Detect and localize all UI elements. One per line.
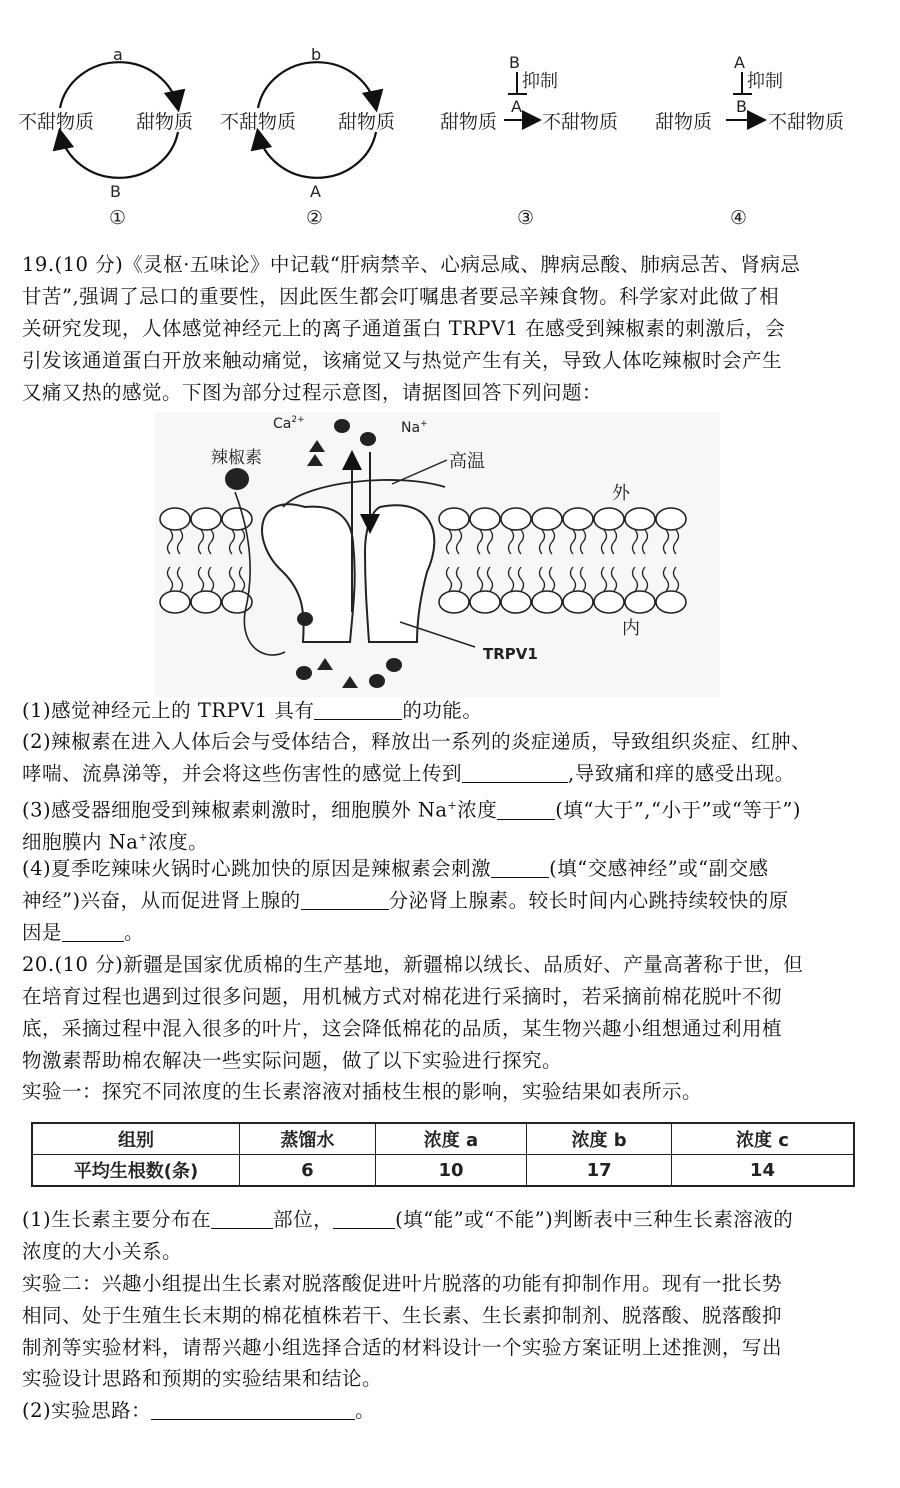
diagram-4-enzyme: B <box>736 97 747 116</box>
q20-part1-line2: 浓度的大小关系。 <box>22 1240 183 1263</box>
table-cell: 10 <box>375 1155 527 1187</box>
diagram-2-left-text: 不甜物质 <box>220 111 297 133</box>
phospholipid-head <box>563 591 593 613</box>
ca-label: $Ca^{2+}$ <box>273 415 305 432</box>
trpv1-label: TRPV1 <box>483 645 538 663</box>
phospholipid-head <box>439 591 469 613</box>
phospholipid-head <box>470 591 500 613</box>
q20-exp2-line-4: 实验设计思路和预期的实验结果和结论。 <box>22 1367 383 1390</box>
answer-blank[interactable] <box>151 1399 355 1420</box>
table-row <box>32 1155 854 1187</box>
phospholipid-head <box>439 508 469 530</box>
answer-blank[interactable] <box>497 799 555 820</box>
na-ion-circle <box>369 674 385 688</box>
q20-line-3: 底，采摘过程中混入很多的叶片，这会降低棉花的品质，某生物兴趣小组想通过利用植 <box>22 1017 783 1040</box>
diagram-4-to: 不甜物质 <box>768 111 845 133</box>
phospholipid-head <box>532 591 562 613</box>
na-ion-circle <box>334 419 350 433</box>
diagram-3-from: 甜物质 <box>440 111 498 133</box>
phospholipid-head <box>625 591 655 613</box>
q20-line-2: 在培育过程也遇到过很多问题，用机械方式对棉花进行采摘时，若采摘前棉花脱叶不彻 <box>22 985 783 1008</box>
table-cell: 14 <box>671 1155 854 1187</box>
phospholipid-head <box>501 591 531 613</box>
answer-blank[interactable] <box>462 762 568 783</box>
q20-line-4: 物激素帮助棉农解决一些实际问题，做了以下实验进行探究。 <box>22 1049 563 1072</box>
diagram-2-right-text: 甜物质 <box>338 111 396 133</box>
diagram-3-enzyme: A <box>511 97 522 116</box>
phospholipid-head <box>191 591 221 613</box>
q19-part4-line2: 神经”)兴奋，从而促进肾上腺的 分泌肾上腺素。较长时间内心跳持续较快的原 <box>22 889 789 912</box>
enzyme-diagrams <box>0 0 900 235</box>
capsaicin-label: 辣椒素 <box>211 448 262 468</box>
diagram-3-inhibitor: B <box>509 53 520 72</box>
diagram-3-number: ③ <box>517 207 535 229</box>
q19-line-3: 关研究发现，人体感觉神经元上的离子通道蛋白 TRPV1 在感受到辣椒素的刺激后，会 <box>22 317 786 340</box>
na-ion-circle <box>297 612 313 626</box>
diagram-4-number: ④ <box>730 207 748 229</box>
answer-blank[interactable] <box>211 1208 273 1229</box>
q19-part4-line1: (4)夏季吃辣味火锅时心跳加快的原因是辣椒素会刺激 (填“交感神经”或“副交感 <box>22 857 769 880</box>
phospholipid-head <box>191 508 221 530</box>
q19-line-1: 19.(10 分)《灵枢·五味论》中记载“肝病禁辛、心病忌咸、脾病忌酸、肺病忌苦、肾病忌 <box>22 253 801 276</box>
q20-part2: (2)实验思路： 。 <box>22 1399 376 1422</box>
q20-exp2-line-3: 制剂等实验材料，请帮兴趣小组选择合适的材料设计一个实验方案证明上述推测，写出 <box>22 1336 783 1359</box>
table-header-row <box>32 1123 854 1155</box>
diagram-1-top-label: a <box>113 45 123 64</box>
inside-label: 内 <box>622 618 640 639</box>
diagram-1-right-text: 甜物质 <box>136 111 194 133</box>
high-temp-label: 高温 <box>449 451 485 472</box>
phospholipid-head <box>222 508 252 530</box>
answer-blank[interactable] <box>62 921 124 942</box>
trpv1-membrane-figure <box>155 412 720 697</box>
q19-part4-line3: 因是 。 <box>22 921 145 944</box>
q19-line-2: 甘苦”,强调了忌口的重要性，因此医生都会叮嘱患者要忌辛辣食物。科学家对此做了相 <box>22 285 780 308</box>
q20-line-1: 20.(10 分)新疆是国家优质棉的生产基地，新疆棉以绒长、品质好、产量高著称于世，但 <box>22 953 804 976</box>
answer-blank[interactable] <box>491 857 549 878</box>
diagram-1-bottom-label: B <box>110 182 121 201</box>
capsaicin-molecule <box>225 468 249 490</box>
table-header-cell: 浓度 c <box>671 1123 854 1155</box>
answer-blank[interactable] <box>301 889 389 910</box>
q20-part1-line1: (1)生长素主要分布在 部位， (填“能”或“不能”)判断表中三种生长素溶液的 <box>22 1208 794 1231</box>
diagram-3 <box>440 53 618 229</box>
diagram-4 <box>655 53 844 229</box>
diagram-2-top-label: b <box>311 45 322 64</box>
q19-part3-line1: (3)感受器细胞受到辣椒素刺激时，细胞膜外 Na+浓度 (填“大于”,“小于”或“等于”) <box>22 798 801 822</box>
phospholipid-head <box>532 508 562 530</box>
phospholipid-head <box>656 508 686 530</box>
na-ion-circle <box>360 432 376 446</box>
table-header-cell: 蒸馏水 <box>240 1123 376 1155</box>
q19-line-5: 又痛又热的感觉。下图为部分过程示意图，请据图回答下列问题： <box>22 381 603 404</box>
table-cell: 6 <box>240 1155 376 1187</box>
phospholipid-head <box>563 508 593 530</box>
na-ion-circle <box>296 666 312 680</box>
na-ion-circle <box>386 658 402 672</box>
diagram-2 <box>220 45 395 229</box>
diagram-4-from: 甜物质 <box>655 111 713 133</box>
q19-part1: (1)感觉神经元上的 TRPV1 具有 的功能。 <box>22 699 483 722</box>
table-header-cell: 组别 <box>32 1123 240 1155</box>
table-cell: 17 <box>527 1155 672 1187</box>
diagram-1-number: ① <box>109 207 127 229</box>
na-label: Na+ <box>401 419 428 436</box>
diagram-2-bottom-label: A <box>310 182 321 201</box>
q19-part2-line1: (2)辣椒素在进入人体后会与受体结合，释放出一系列的炎症递质，导致组织炎症、红肿、 <box>22 730 812 753</box>
answer-blank[interactable] <box>314 699 402 720</box>
phospholipid-head <box>160 508 190 530</box>
table-header-cell: 浓度 b <box>527 1123 672 1155</box>
table-cell: 平均生根数(条) <box>32 1155 240 1187</box>
diagram-4-inhibit-text: 抑制 <box>747 71 783 92</box>
q20-line-5: 实验一：探究不同浓度的生长素溶液对插枝生根的影响，实验结果如表所示。 <box>22 1080 703 1103</box>
diagram-3-inhibit-text: 抑制 <box>522 71 558 92</box>
phospholipid-head <box>656 591 686 613</box>
diagram-1 <box>18 45 193 229</box>
rooting-results-table <box>31 1122 855 1187</box>
q19-part3-line2: 细胞膜内 Na+浓度。 <box>22 830 209 854</box>
phospholipid-head <box>470 508 500 530</box>
phospholipid-head <box>160 591 190 613</box>
phospholipid-head <box>501 508 531 530</box>
table-header-cell: 浓度 a <box>375 1123 527 1155</box>
diagram-3-to: 不甜物质 <box>542 111 619 133</box>
diagram-2-number: ② <box>306 207 324 229</box>
phospholipid-head <box>594 591 624 613</box>
phospholipid-head <box>625 508 655 530</box>
q19-line-4: 引发该通道蛋白开放来触动痛觉，该痛觉又与热觉产生有关，导致人体吃辣椒时会产生 <box>22 349 783 372</box>
answer-blank[interactable] <box>333 1208 395 1229</box>
q20-exp2-line-2: 相同、处于生殖生长末期的棉花植株若干、生长素、生长素抑制剂、脱落酸、脱落酸抑 <box>22 1304 783 1327</box>
q19-part2-line2: 哮喘、流鼻涕等，并会将这些伤害性的感觉上传到 ,导致痛和痒的感受出现。 <box>22 762 795 785</box>
diagram-4-inhibitor: A <box>734 53 745 72</box>
outside-label: 外 <box>612 483 630 504</box>
phospholipid-head <box>594 508 624 530</box>
q20-exp2-line-1: 实验二：兴趣小组提出生长素对脱落酸促进叶片脱落的功能有抑制作用。现有一批长势 <box>22 1272 783 1295</box>
diagram-1-left-text: 不甜物质 <box>18 111 95 133</box>
